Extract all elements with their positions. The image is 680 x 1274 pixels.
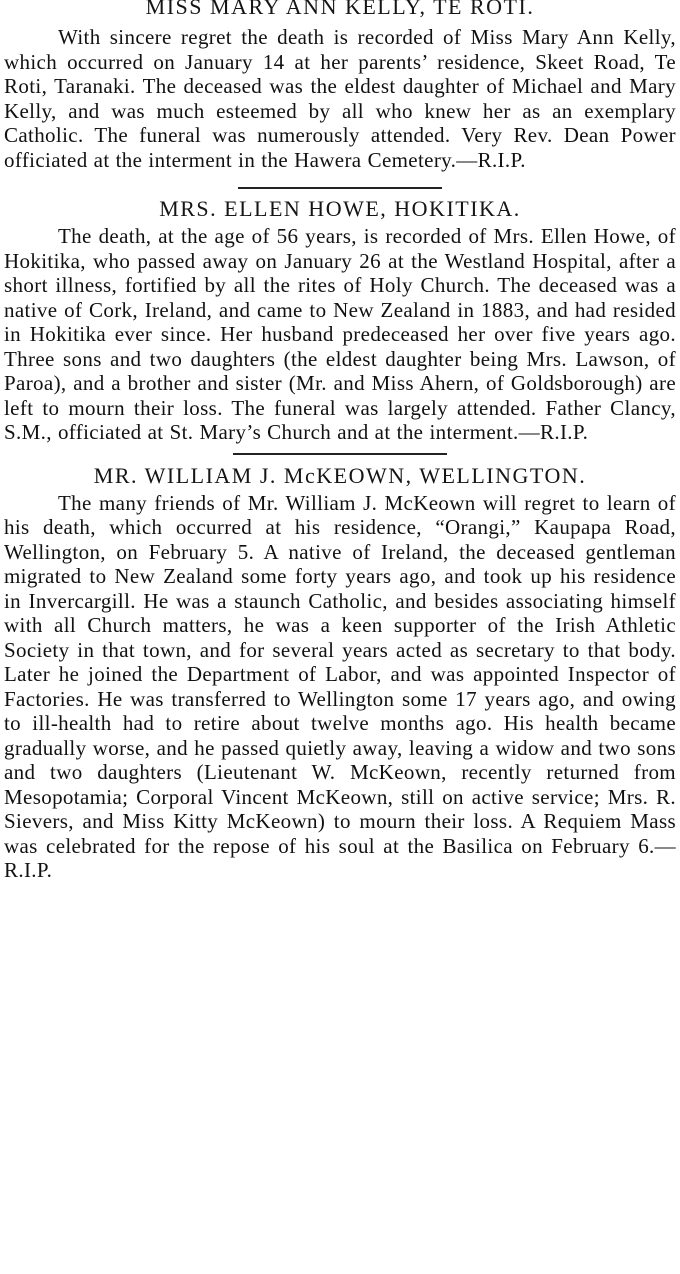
obituary-mckeown: [0, 462, 680, 883]
obituary-kelly: [0, 0, 680, 172]
obituary-body-mckeown: The many friends of Mr. William J. McKeown will regret to learn of his death, which occurred at his residence, “Orangi,” Kaupapa Road, Wellington, on February 5. A native of Ireland, the deceased gentleman migrated to New Zealand some forty years ago, and took up his residence in Invercargill. He was a staunch Catholic, and besides associating himself with all Church matters, he was a keen supporter of the Irish Athletic Society in that town, and for several years acted as secretary to that body. Later he joined the Department of Labor, and was appointed Inspector of Factories. He was transferred to Wellington some 17 years ago, and owing to ill-health had to retire about twelve months ago. His health became gradually worse, and he passed quietly away, leaving a widow and two sons and two daughters (Lieutenant W. McKeown, recently returned from Mesopotamia; Corporal Vincent McKeown, still on active service; Mrs. R. Sievers, and Miss Kitty McKeown) to mourn their loss. A Requiem Mass was celebrated for the repose of his soul at the Basilica on February 6.—R.I.P.: [4, 490, 676, 882]
section-divider: [233, 453, 447, 455]
obituary-howe: [0, 195, 680, 445]
obituary-body-howe: The death, at the age of 56 years, is recorded of Mrs. Ellen Howe, of Hokitika, who passed away on January 26 at the Westland Hospital, after a short illness, fortified by all the rites of Holy Church. The deceased was a native of Cork, Ireland, and came to New Zealand in 1883, and had resided in Hokitika ever since. Her husband predeceased her over five years ago. Three sons and two daughters (the eldest daughter being Mrs. Lawson, of Paroa), and a brother and sister (Mr. and Miss Ahern, of Goldsborough) are left to mourn their loss. The funeral was largely attended. Father Clancy, S.M., officiated at St. Mary’s Church and at the interment.—R.I.P.: [4, 224, 676, 444]
obituary-heading-mckeown: MR. WILLIAM J. McKEOWN, WELLINGTON.: [93, 462, 587, 488]
obituary-heading-kelly: MISS MARY ANN KELLY, TE ROTI.: [145, 0, 535, 19]
obituary-heading-howe: MRS. ELLEN HOWE, HOKITIKA.: [159, 196, 521, 221]
section-divider: [238, 187, 442, 189]
obituary-body-kelly: With sincere regret the death is recorded of Miss Mary Ann Kelly, which occurred on January 14 at her parents’ residence, Skeet Road, Te Roti, Taranaki. The deceased was the eldest daughter of Michael and Mary Kelly, and was much esteemed by all who knew her as an exemplary Catholic. The funeral was numerously attended. Very Rev. Dean Power officiated at the interment in the Hawera Cemetery.—R.I.P.: [4, 25, 676, 172]
